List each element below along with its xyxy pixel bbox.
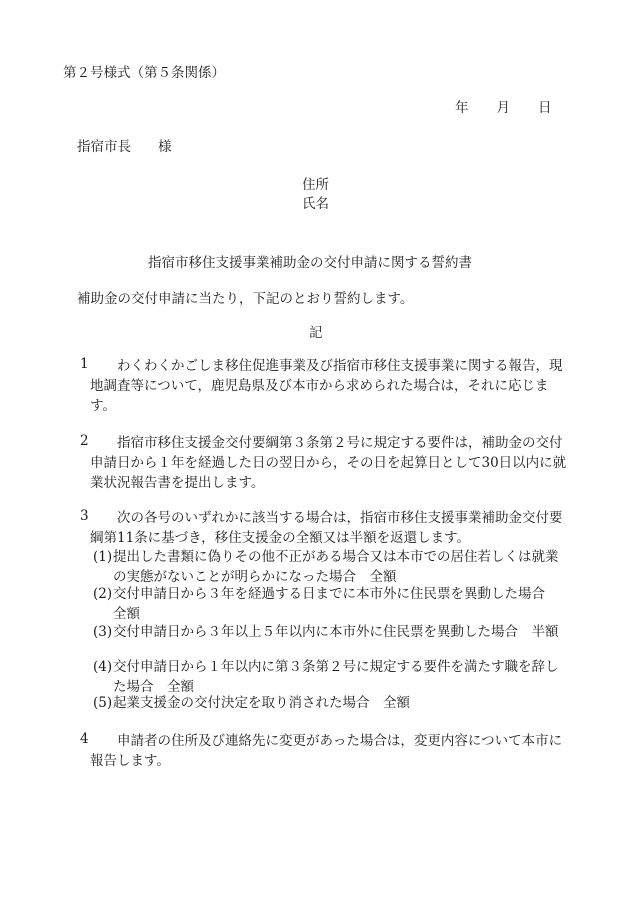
sub-item-number: (1) [93, 549, 113, 565]
sub-item-number: (2) [93, 586, 113, 602]
sub-item-text: 起業支援金の交付決定を取り消された場合 全額 [113, 695, 410, 711]
item-number: 1 [80, 356, 89, 372]
sub-item-3 [93, 622, 570, 642]
date-line [455, 99, 552, 117]
pledge-item-2 [80, 433, 570, 493]
intro-text: 補助金の交付申請に当たり，下記のとおり誓約します。 [77, 291, 414, 307]
pledge-item-3 [80, 508, 570, 548]
document-title: 指宿市移住支援事業補助金の交付申請に関する誓約書 [148, 255, 472, 271]
item-text: 次の各号のいずれかに該当する場合は，指宿市移住支援事業補助金交付要綱第11条に基づき，移住支援金の全額又は半額を返還します。 [90, 510, 563, 546]
sub-item-number: (5) [93, 695, 113, 711]
date-day: 日 [538, 100, 552, 116]
item-text: わくわくかごしま移住促進事業及び指宿市移住支援事業に関する報告，現地調査等について，鹿児島県及び本市から求められた場合は，それに応じます。 [90, 358, 563, 414]
sub-item-4 [93, 657, 570, 697]
sub-item-number: (3) [93, 624, 113, 640]
sub-item-5 [93, 693, 570, 713]
item-text: 指宿市移住支援金交付要綱第３条第２号に規定する要件は，補助金の交付申請日から１年を経過した日の翌日から，その日を起算日として30日以内に就業状況報告書を提出します。 [90, 435, 567, 491]
addressee: 指宿市長 様 [77, 139, 172, 155]
pledge-item-4 [80, 731, 570, 771]
sub-item-number: (4) [93, 659, 113, 675]
ki-heading: 記 [309, 325, 323, 341]
sub-item-text: 交付申請日から３年を経過する日までに本市外に住民票を異動した場合 全額 [113, 586, 559, 622]
address-label: 住所 [302, 177, 329, 193]
item-number: 2 [80, 433, 89, 449]
name-label: 氏名 [302, 196, 329, 212]
item-text: 申請者の住所及び連絡先に変更があった場合は，変更内容について本市に報告します。 [90, 733, 563, 769]
form-label: 第２号様式（第５条関係） [63, 65, 225, 81]
item-number: 4 [80, 731, 89, 747]
sub-item-2 [93, 584, 570, 624]
item-number: 3 [80, 508, 89, 524]
sub-item-text: 交付申請日から１年以内に第３条第２号に規定する要件を満たす職を辞した場合 全額 [113, 659, 559, 695]
date-month: 月 [496, 100, 510, 116]
sub-item-1 [93, 547, 570, 587]
pledge-item-1 [80, 356, 570, 416]
sub-item-text: 交付申請日から３年以上５年以内に本市外に住民票を異動した場合 半額 [113, 624, 559, 640]
sub-item-text: 提出した書類に偽りその他不正がある場合又は本市での居住若しくは就業の実態がないことが明らかになった場合 全額 [113, 549, 559, 585]
date-year: 年 [455, 100, 469, 116]
